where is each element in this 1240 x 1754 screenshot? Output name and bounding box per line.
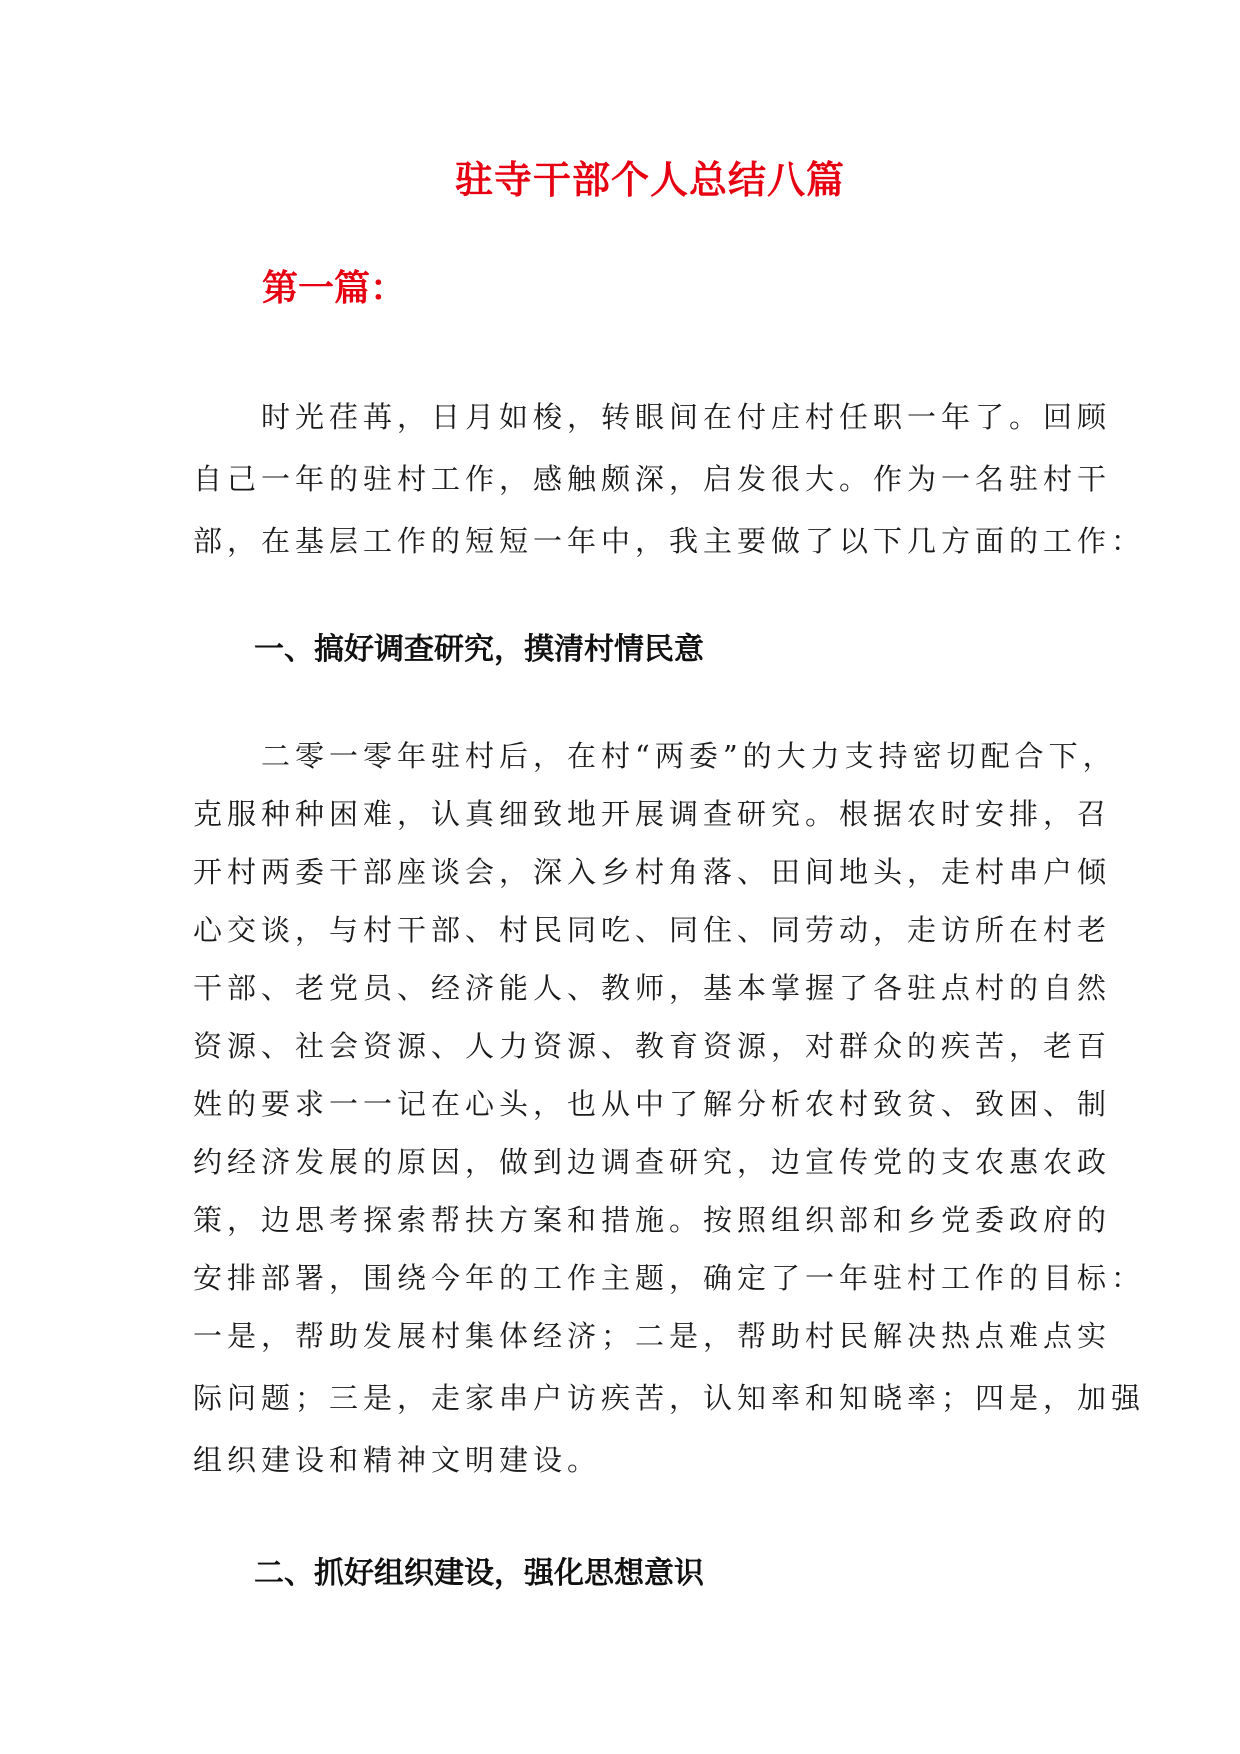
paragraph-line: 策，边思考探索帮扶方案和措施。按照组织部和乡党委政府的 bbox=[193, 1203, 1112, 1237]
paragraph-line: 约经济发展的原因，做到边调查研究，边宣传党的支农惠农政 bbox=[193, 1145, 1112, 1179]
paragraph-line: 二零一零年驻村后，在村“两委”的大力支持密切配合下， bbox=[193, 739, 1117, 773]
chapter-heading: 第一篇： bbox=[262, 268, 407, 309]
paragraph-line: 安排部署，围绕今年的工作主题，确定了一年驻村工作的目标： bbox=[193, 1261, 1146, 1295]
paragraph-line: 组织建设和精神文明建设。 bbox=[193, 1443, 602, 1477]
paragraph-line: 克服种种困难，认真细致地开展调查研究。根据农时安排，召 bbox=[193, 797, 1112, 831]
paragraph-line: 资源、社会资源、人力资源、教育资源，对群众的疾苦，老百 bbox=[193, 1029, 1112, 1063]
paragraph-line: 自己一年的驻村工作，感触颇深，启发很大。作为一名驻村干 bbox=[193, 462, 1112, 496]
section1-paragraph bbox=[193, 727, 1146, 1489]
paragraph-line: 姓的要求一一记在心头，也从中了解分析农村致贫、致困、制 bbox=[193, 1087, 1112, 1121]
section-heading-1: 一、搞好调查研究，摸清村情民意 bbox=[254, 632, 704, 667]
paragraph-line: 心交谈，与村干部、村民同吃、同住、同劳动，走访所在村老 bbox=[193, 913, 1112, 947]
section-heading-2: 二、抓好组织建设，强化思想意识 bbox=[254, 1556, 704, 1591]
paragraph-line: 部，在基层工作的短短一年中，我主要做了以下几方面的工作： bbox=[193, 524, 1146, 558]
paragraph-line: 干部、老党员、经济能人、教师，基本掌握了各驻点村的自然 bbox=[193, 971, 1112, 1005]
paragraph-line: 际问题；三是，走家串户访疾苦，认知率和知晓率；四是，加强 bbox=[193, 1381, 1146, 1415]
paragraph-line: 时光荏苒，日月如梭，转眼间在付庄村任职一年了。回顾 bbox=[193, 400, 1112, 434]
paragraph-line: 一是，帮助发展村集体经济；二是，帮助村民解决热点难点实 bbox=[193, 1319, 1112, 1353]
intro-paragraph bbox=[193, 388, 1146, 570]
paragraph-line: 开村两委干部座谈会，深入乡村角落、田间地头，走村串户倾 bbox=[193, 855, 1112, 889]
document-title: 驻寺干部个人总结八篇 bbox=[454, 158, 845, 202]
